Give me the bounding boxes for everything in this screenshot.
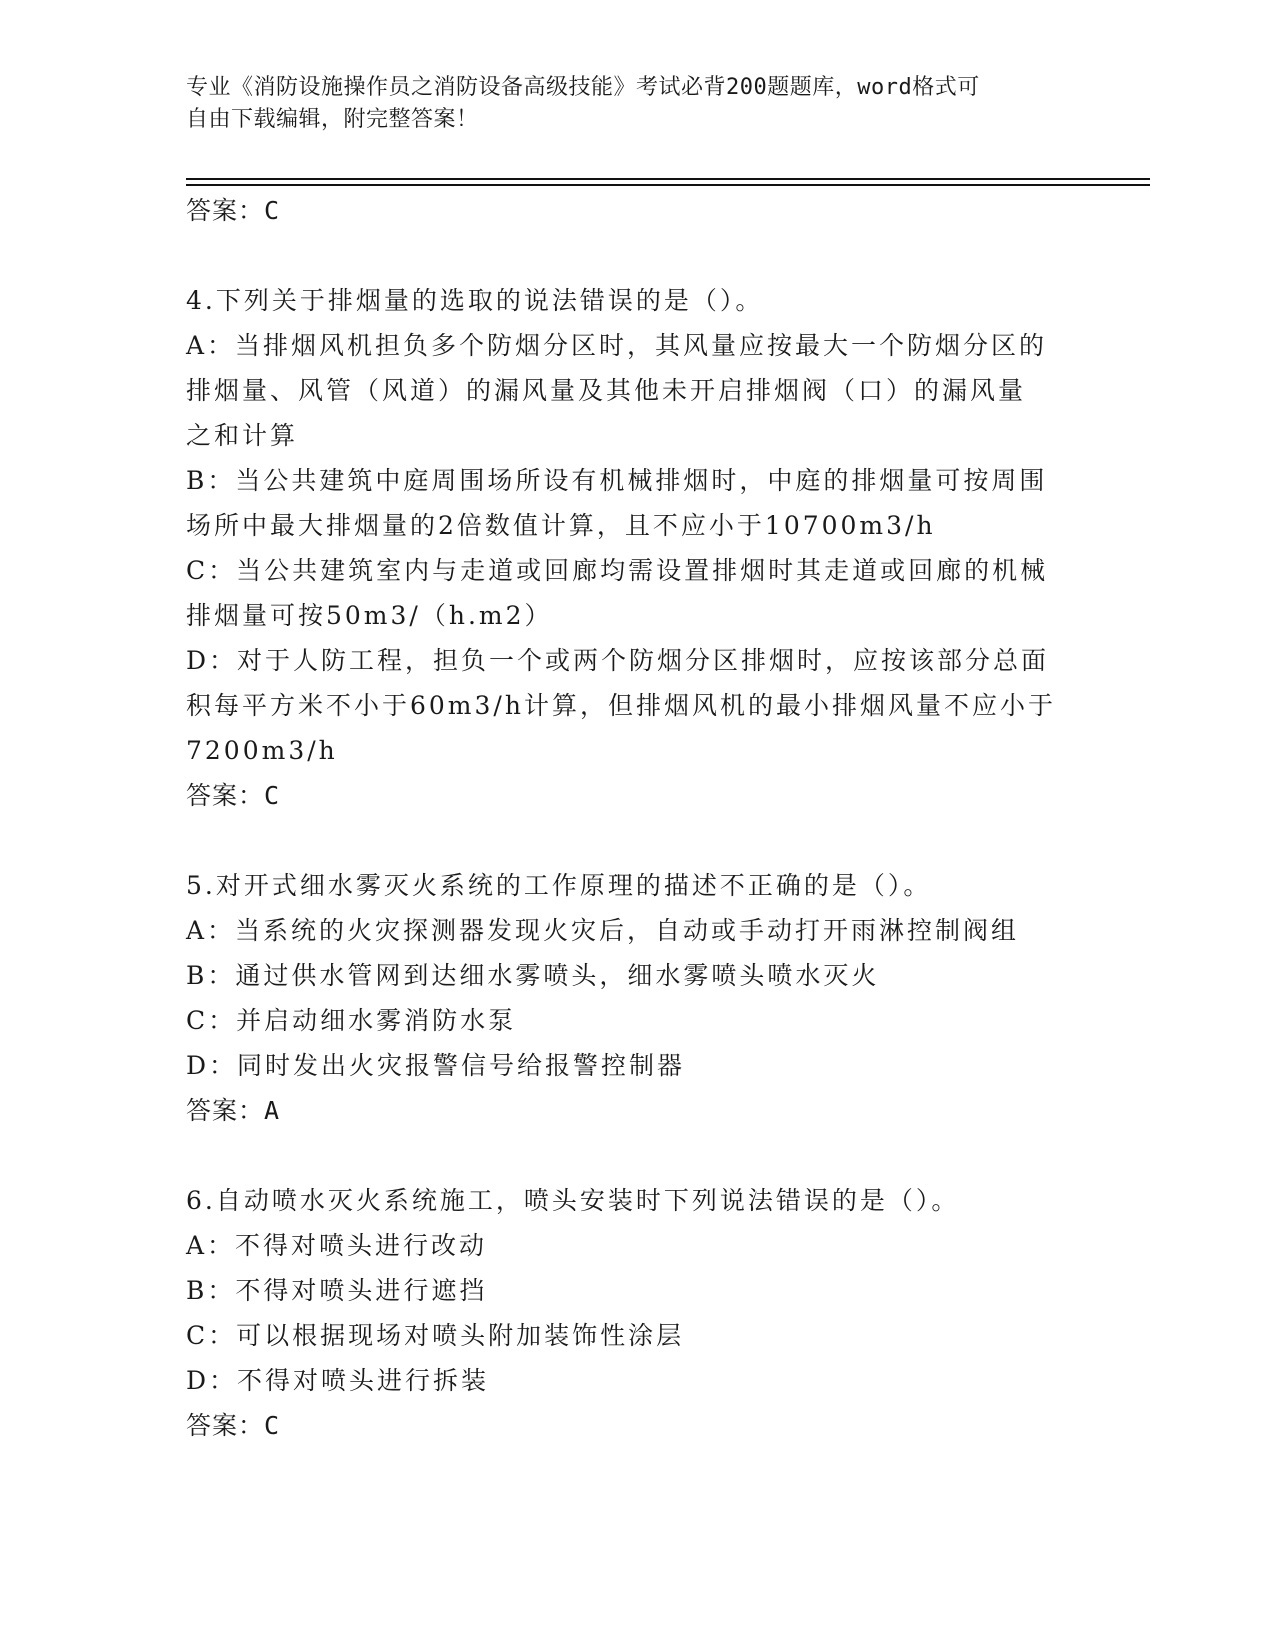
answer-label: 答案： (186, 196, 265, 225)
option-line: A：当系统的火灾探测器发现火灾后，自动或手动打开雨淋控制阀组 (186, 916, 1020, 945)
option-line: 排烟量、风管（风道）的漏风量及其他未开启排烟阀（口）的漏风量 (186, 376, 1027, 405)
question-list (186, 188, 1086, 1448)
question-block (186, 1178, 1086, 1448)
question-spacer (186, 233, 1086, 278)
header-divider-bottom (186, 184, 1150, 186)
question-answer (186, 1088, 1086, 1133)
option-line: C：可以根据现场对喷头附加装饰性涂层 (186, 1321, 685, 1350)
option-line: 7200m3/h (186, 736, 338, 765)
answer-value: C (264, 781, 281, 810)
option-line: B：通过供水管网到达细水雾喷头，细水雾喷头喷水灭火 (186, 961, 880, 990)
question-block (186, 278, 1086, 818)
option-line: C：当公共建筑室内与走道或回廊均需设置排烟时其走道或回廊的机械 (186, 556, 1049, 585)
question-answer (186, 773, 1086, 818)
question-stem: 5.对开式细水雾灭火系统的工作原理的描述不正确的是（）。 (186, 871, 932, 900)
document-header (186, 72, 1066, 136)
option-line: C：并启动细水雾消防水泵 (186, 1006, 517, 1035)
header-divider-top (186, 178, 1150, 180)
answer-label: 答案： (186, 781, 265, 810)
option-line: D：同时发出火灾报警信号给报警控制器 (186, 1051, 686, 1080)
answer-value: A (264, 1096, 281, 1125)
option-line: B：当公共建筑中庭周围场所设有机械排烟时，中庭的排烟量可按周围 (186, 466, 1048, 495)
option-line: D：对于人防工程，担负一个或两个防烟分区排烟时，应按该部分总面 (186, 646, 1050, 675)
option-line: B：不得对喷头进行遮挡 (186, 1276, 488, 1305)
question-spacer (186, 1133, 1086, 1178)
option-line: 场所中最大排烟量的2倍数值计算，且不应小于10700m3/h (186, 511, 936, 540)
option-line: 之和计算 (186, 421, 299, 450)
previous-answer (186, 188, 1086, 233)
question-block (186, 863, 1086, 1133)
option-line: A：不得对喷头进行改动 (186, 1231, 488, 1260)
question-spacer (186, 818, 1086, 863)
question-stem: 4.下列关于排烟量的选取的说法错误的是（）。 (186, 286, 764, 315)
answer-value: C (264, 1411, 281, 1440)
answer-label: 答案： (186, 1411, 265, 1440)
question-stem: 6.自动喷水灭火系统施工，喷头安装时下列说法错误的是（）。 (186, 1186, 960, 1215)
answer-value: C (264, 196, 281, 225)
option-line: 排烟量可按50m3/（h.m2） (186, 601, 553, 630)
option-line: 积每平方米不小于60m3/h计算，但排烟风机的最小排烟风量不应小于 (186, 691, 1056, 720)
option-line: D：不得对喷头进行拆装 (186, 1366, 490, 1395)
question-answer (186, 1403, 1086, 1448)
header-title-line-2: 自由下载编辑，附完整答案！ (186, 107, 479, 132)
answer-label: 答案： (186, 1096, 265, 1125)
header-title-line-1: 专业《消防设施操作员之消防设备高级技能》考试必背200题题库，word格式可 (186, 75, 980, 100)
option-line: A：当排烟风机担负多个防烟分区时，其风量应按最大一个防烟分区的 (186, 331, 1048, 360)
